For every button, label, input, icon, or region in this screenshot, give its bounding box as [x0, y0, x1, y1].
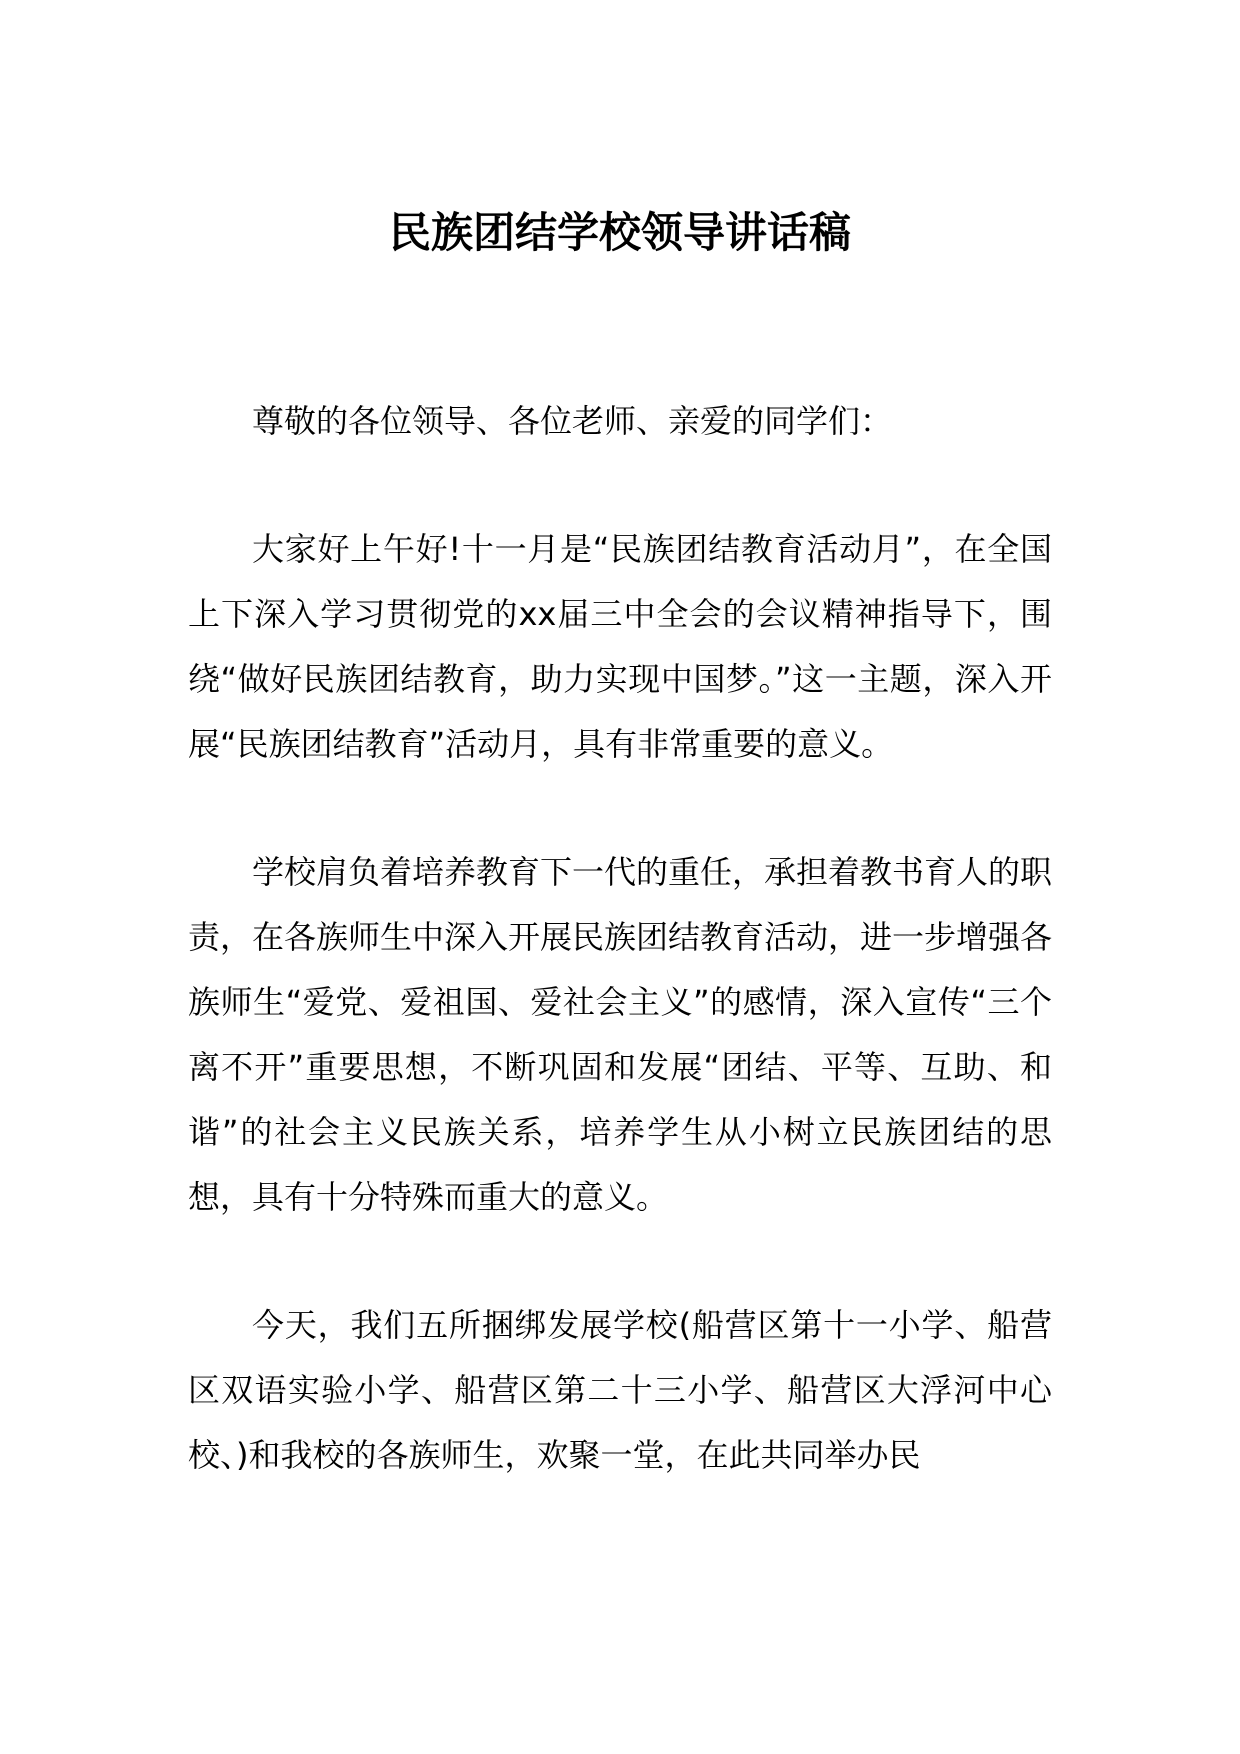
paragraph-2: 学校肩负着培养教育下一代的重任，承担着教书育人的职责，在各族师生中深入开展民族团结教育活动，进一步增强各族师生“爱党、爱祖国、爱社会主义”的感情，深入宣传“三个离不开”重要思想，不断巩固和发展“团结、平等、互助、和谐”的社会主义民族关系，培养学生从小树立民族团结的思想，具有十分特殊而重大的意义。	[188, 853, 1053, 1216]
paragraph-1: 大家好上午好!十一月是“民族团结教育活动月”，在全国上下深入学习贯彻党的xx届三中全会的会议精神指导下，围绕“做好民族团结教育，助力实现中国梦。”这一主题，深入开展“民族团结教育”活动月，具有非常重要的意义。	[188, 530, 1052, 763]
document-title: 民族团结学校领导讲话稿	[388, 208, 851, 257]
document-body	[188, 389, 1052, 1551]
paragraph-3: 今天，我们五所捆绑发展学校(船营区第十一小学、船营区双语实验小学、船营区第二十三小学、船营区大浮河中心校、)和我校的各族师生，欢聚一堂，在此共同举办民	[188, 1306, 1052, 1474]
paragraph-salutation: 尊敬的各位领导、各位老师、亲爱的同学们：	[252, 402, 893, 440]
